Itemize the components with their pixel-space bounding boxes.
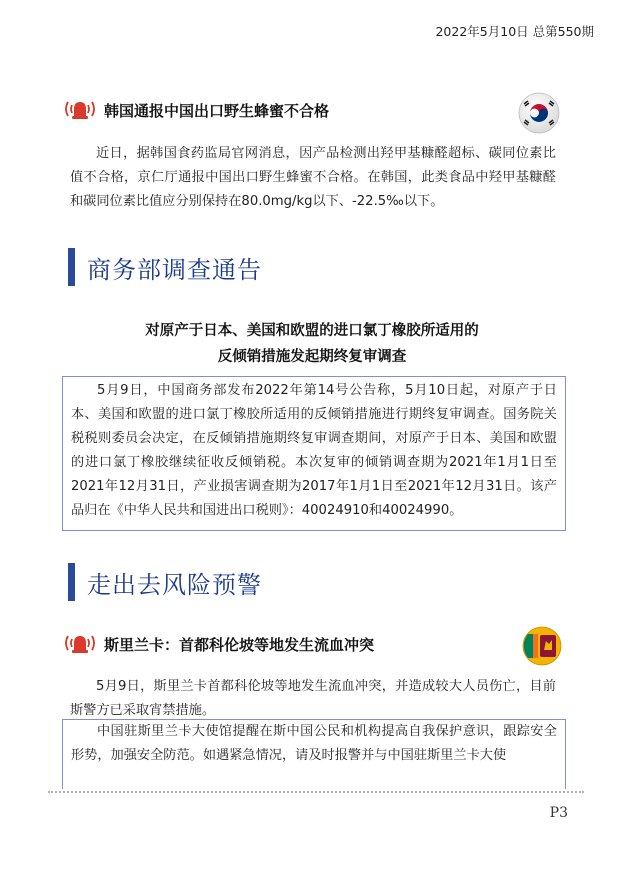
notice-title [0, 318, 624, 370]
section-title-mofcom: 商务部调查通告 [87, 255, 262, 284]
section-title-risk: 走出去风险预警 [87, 570, 262, 599]
alarm-icon [62, 98, 98, 124]
page-number: P3 [549, 805, 568, 821]
srilanka-advisory-body: 中国驻斯里兰卡大使馆提醒在斯中国公民和机构提高自我保护意识，跟踪安全形势，加强安全防范。如遇紧急情况，请及时报警并与中国驻斯里兰卡大使 [71, 724, 557, 763]
section-bar [68, 563, 75, 601]
notice-box [62, 376, 566, 531]
section-header-mofcom [68, 250, 262, 284]
notice-title-line1: 对原产于日本、美国和欧盟的进口氯丁橡胶所适用的 [145, 323, 479, 339]
srilanka-flag-icon [522, 626, 562, 670]
srilanka-item-title: 斯里兰卡：首都科伦坡等地发生流血冲突 [104, 636, 375, 654]
notice-title-line2: 反倾销措施发起期终复审调查 [217, 349, 407, 365]
alarm-icon [62, 632, 98, 658]
korea-item-title: 韩国通报中国出口野生蜂蜜不合格 [104, 102, 330, 120]
korea-item-body: 近日，据韩国食药监局官网消息，因产品检测出羟甲基糠醛超标、碳同位素比值不合格，京仁厅通报中国出口野生蜂蜜不合格。在韩国，此类食品中羟甲基糠醛和碳同位素比值应分别保持在80.0mg/kg以下、-22.5‰以下。 [70, 146, 556, 209]
srilanka-item-body: 5月9日，斯里兰卡首都科伦坡等地发生流血冲突，并造成较大人员伤亡，目前斯警方已采取宵禁措施。 [70, 679, 556, 718]
section-header-risk [68, 565, 262, 599]
footer-divider [48, 791, 584, 793]
notice-body: 5月9日，中国商务部发布2022年第14号公告称，5月10日起，对原产于日本、美国和欧盟的进口氯丁橡胶所适用的反倾销措施进行期终复审调查。国务院关税税则委员会决定，在反倾销措施期终复审调查期间，对原产于日本、美国和欧盟的进口氯丁橡胶继续征收反倾销税。本次复审的倾销调查期为2021年1月1日至2021年12月31日，产业损害调查期为2017年1月1日至2021年12月31日。该产品归在《中华人民共和国进出口税则》：40024910和40024990。 [71, 383, 557, 518]
section-bar [68, 248, 75, 286]
issue-date: 2022年5月10日 总第550期 [435, 24, 594, 39]
srilanka-advisory-box [62, 719, 566, 789]
korea-flag-icon [518, 92, 560, 138]
